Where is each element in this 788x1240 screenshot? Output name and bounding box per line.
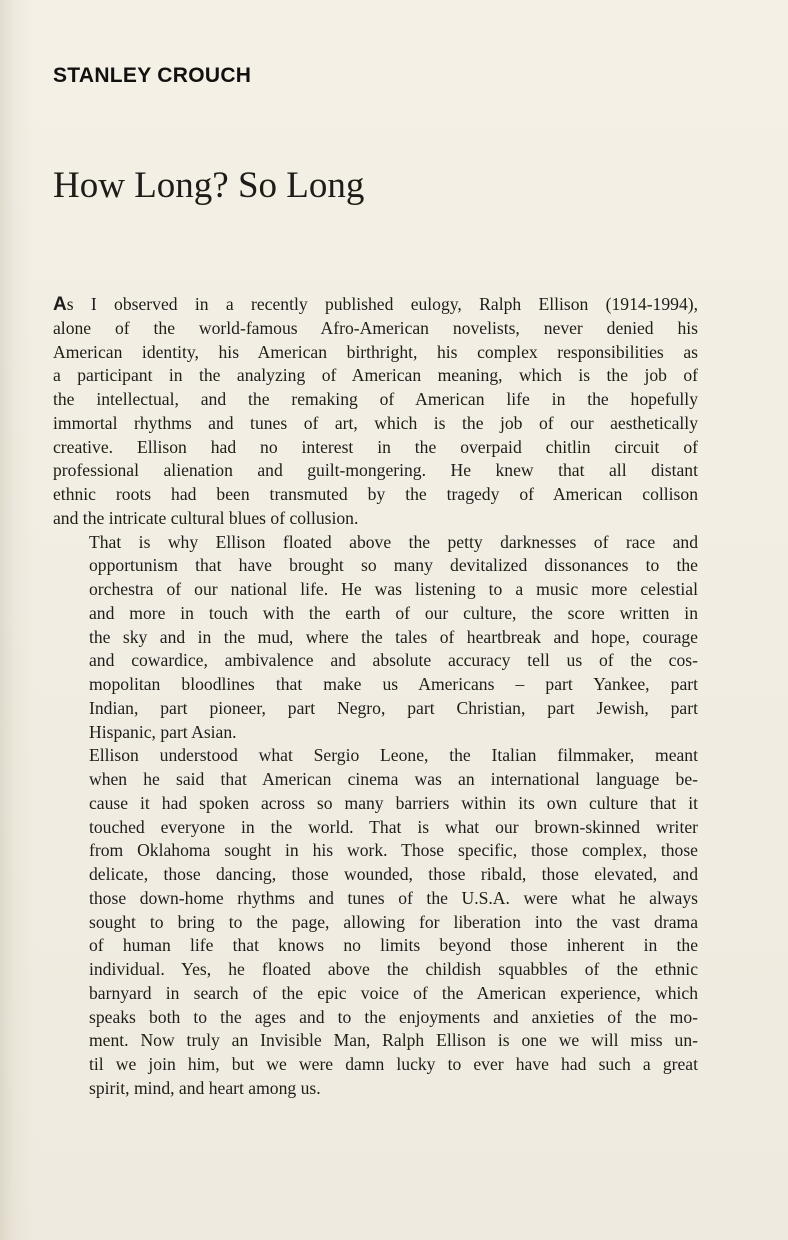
body-paragraph <box>53 531 698 745</box>
text-line: the intellectual, and the remaking of American life in the hopefully <box>53 389 698 409</box>
essay-title: How Long? So Long <box>53 165 365 206</box>
line-text: s I observed in a recently published eulogy, Ralph Ellison (1914-1994), <box>66 294 698 314</box>
text-line: barnyard in search of the epic voice of the American experience, which <box>89 982 698 1003</box>
drop-cap: A <box>53 294 67 315</box>
text-line: opportunism that have brought so many devitalized dissonances to the <box>89 555 698 576</box>
text-line: creative. Ellison had no interest in the overpaid chitlin circuit of <box>53 436 698 457</box>
text-line: That is why Ellison floated above the petty darknesses of race and <box>89 531 698 552</box>
text-line: ethnic roots had been transmuted by the tragedy of American collison <box>53 484 698 504</box>
text-line: those down-home rhythms and tunes of the U.S.A. were what he always <box>89 887 698 908</box>
text-line: touched everyone in the world. That is what our brown-skinned writer <box>89 816 698 837</box>
text-line: spirit, mind, and heart among us. <box>89 1077 321 1098</box>
text-line: orchestra of our national life. He was listening to a music more celestial <box>89 579 698 599</box>
text-line: and the intricate cultural blues of collusion. <box>53 507 359 528</box>
text-line: alone of the world-famous Afro-American novelists, never denied his <box>53 317 698 338</box>
text-line: mopolitan bloodlines that make us Americans – part Yankee, part <box>89 674 698 694</box>
text-line: ment. Now truly an Invisible Man, Ralph Ellison is one we will miss un- <box>89 1030 698 1051</box>
body-paragraph <box>53 744 698 1100</box>
text-line: Indian, part pioneer, part Negro, part Christian, part Jewish, part <box>89 697 698 718</box>
text-line: immortal rhythms and tunes of art, which is the job of our aesthetically <box>53 412 698 433</box>
text-line: American identity, his American birthright, his complex responsibilities as <box>53 341 698 362</box>
text-line: Hispanic, part Asian. <box>89 721 237 742</box>
text-line: speaks both to the ages and to the enjoyments and anxieties of the mo- <box>89 1006 698 1027</box>
text-line: when he said that American cinema was an international language be- <box>89 769 698 789</box>
text-line: from Oklahoma sought in his work. Those specific, those complex, those <box>89 840 698 861</box>
author-heading: STANLEY CROUCH <box>53 64 252 87</box>
text-line: Ellison understood what Sergio Leone, the Italian filmmaker, meant <box>89 745 698 766</box>
body-paragraph <box>53 293 698 531</box>
text-line: professional alienation and guilt-mongering. He knew that all distant <box>53 460 698 481</box>
text-line: sought to bring to the page, allowing for liberation into the vast drama <box>89 911 698 932</box>
text-line <box>53 293 698 317</box>
text-line: delicate, those dancing, those wounded, those ribald, those elevated, and <box>89 864 698 884</box>
text-line: the sky and in the mud, where the tales of heartbreak and hope, courage <box>89 626 698 647</box>
text-line: til we join him, but we were damn lucky to ever have had such a great <box>89 1054 698 1074</box>
text-line: cause it had spoken across so many barriers within its own culture that it <box>89 792 698 813</box>
text-line: of human life that knows no limits beyond those inherent in the <box>89 935 698 956</box>
text-line: and cowardice, ambivalence and absolute accuracy tell us of the cos- <box>89 650 698 671</box>
text-line: and more in touch with the earth of our culture, the score written in <box>89 602 698 623</box>
essay-body <box>53 293 698 1101</box>
text-line: individual. Yes, he floated above the childish squabbles of the ethnic <box>89 959 698 979</box>
text-line: a participant in the analyzing of American meaning, which is the job of <box>53 365 698 386</box>
